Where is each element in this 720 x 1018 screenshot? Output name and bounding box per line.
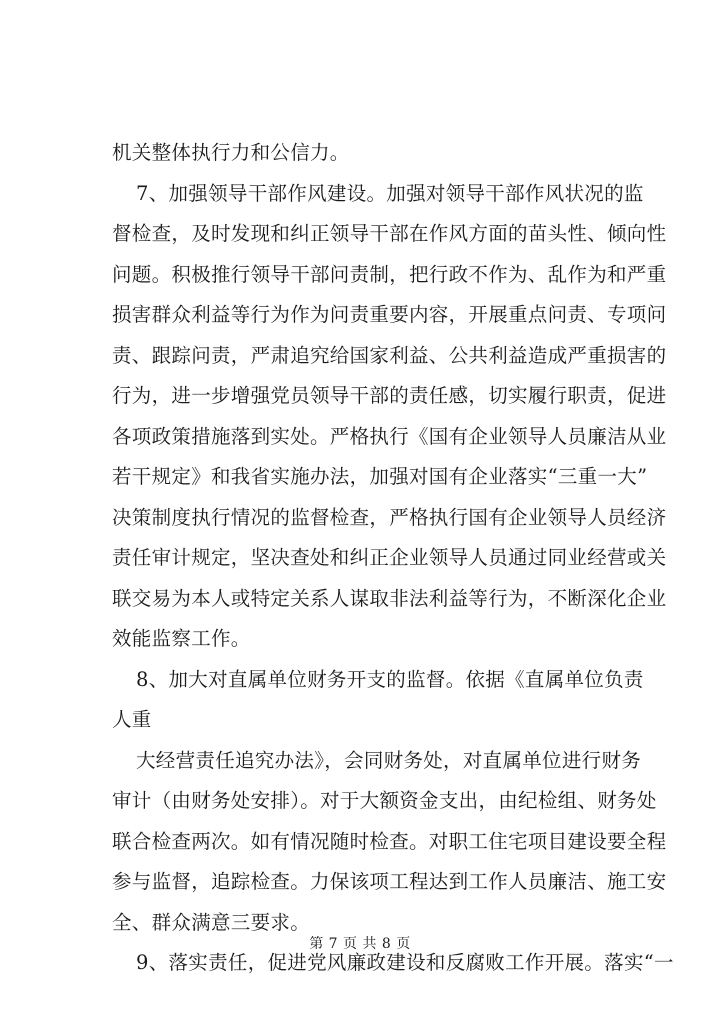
text-line: 联交易为本人或特定关系人谋取非法利益等行为，不断深化企业 — [112, 586, 667, 610]
text-line: 9、落实责任，促进党风廉政建设和反腐败工作开展。落实“一 — [136, 951, 674, 974]
text-line: 全、群众满意三要求。 — [112, 910, 311, 934]
text-line: 各项政策措施落到实处。严格执行《国有企业领导人员廉洁从业 — [112, 424, 667, 448]
page-number-footer: 第 7 页 共 8 页 — [309, 936, 411, 952]
text-line: 责任审计规定，坚决查处和纠正企业领导人员通过同业经营或关 — [112, 546, 667, 569]
text-line: 7、加强领导干部作风建设。加强对领导干部作风状况的监 — [136, 181, 644, 205]
text-line: 督检查，及时发现和纠正领导干部在作风方面的苗头性、倾向性 — [112, 222, 667, 245]
text-line: 机关整体执行力和公信力。 — [112, 141, 350, 164]
text-line: 责、跟踪问责，严肃追究给国家利益、公共利益造成严重损害的 — [112, 343, 667, 367]
text-line: 损害群众利益等行为作为问责重要内容，开展重点问责、专项问 — [112, 303, 667, 326]
text-line: 审计（由财务处安排）。对于大额资金支出，由纪检组、财务处 — [112, 789, 657, 812]
text-line: 人重 — [112, 708, 152, 731]
text-line: 8、加大对直属单位财务开支的监督。依据《直属单位负责 — [136, 667, 644, 691]
text-line: 问题。积极推行领导干部问责制，把行政不作为、乱作为和严重 — [112, 262, 667, 286]
text-line: 联合检查两次。如有情况随时检查。对职工住宅项目建设要全程 — [112, 829, 667, 853]
text-line: 若干规定》和我省实施办法，加强对国有企业落实“三重一大” — [112, 465, 648, 488]
text-line: 决策制度执行情况的监督检查，严格执行国有企业领导人员经济 — [112, 505, 667, 529]
text-line: 大经营责任追究办法》，会同财务处，对直属单位进行财务 — [136, 748, 642, 772]
text-line: 效能监察工作。 — [112, 627, 251, 650]
text-line: 参与监督，追踪检查。力保该项工程达到工作人员廉洁、施工安 — [112, 870, 667, 893]
text-line: 行为，进一步增强党员领导干部的责任感，切实履行职责，促进 — [112, 384, 667, 407]
